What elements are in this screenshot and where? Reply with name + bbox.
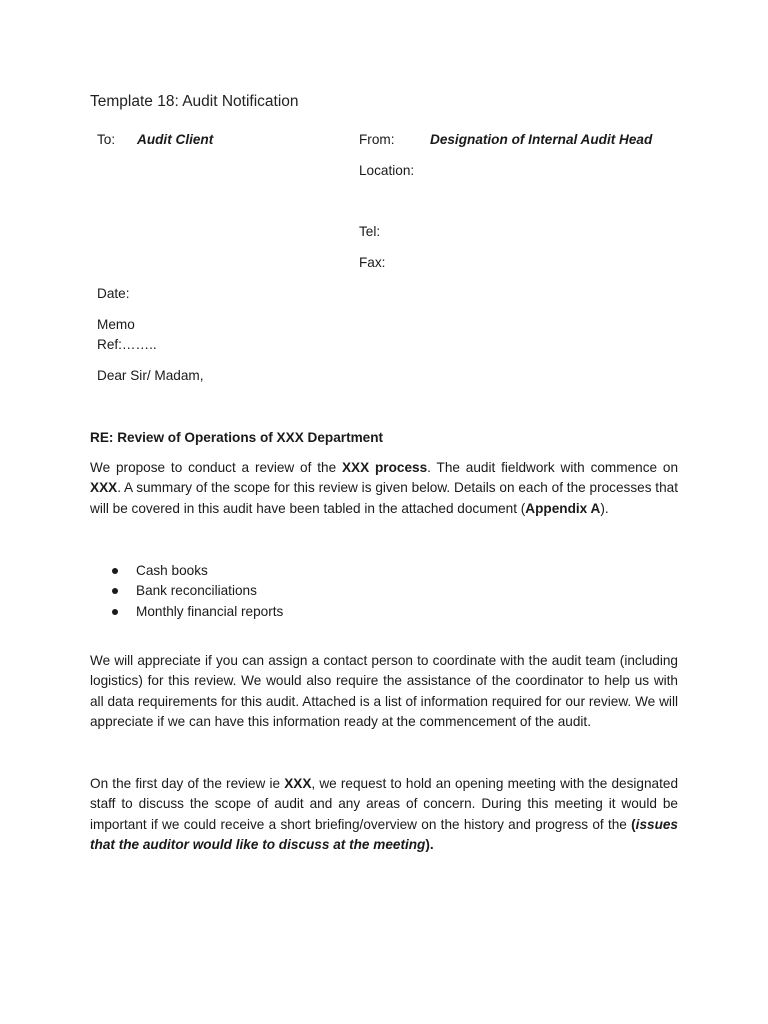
intro-paragraph: We propose to conduct a review of the XXX process. The audit fieldwork with commence on XXX. A summary of the scope for this review is given below. Details on each of the processes that will be covered in this audit have been tabled in the attached document (Appendix A). bbox=[90, 460, 679, 516]
list-item: Cash books bbox=[90, 561, 283, 581]
tel-label: Tel: bbox=[359, 224, 381, 239]
to-label: To: bbox=[97, 132, 116, 147]
location-label: Location: bbox=[359, 163, 415, 178]
scope-list bbox=[90, 561, 283, 622]
bullet-icon bbox=[112, 609, 118, 615]
memo-ref: Ref:…….. bbox=[97, 337, 157, 352]
coordination-paragraph: We will appreciate if you can assign a contact person to coordinate with the audit team (including logistics) for this review. We would also require the assistance of the coordinator to help us with all data requirements for this audit. Attached is a list of information required for our review. We will appreciate if we can have this information ready at the commencement of the audit. bbox=[90, 653, 678, 730]
list-item: Monthly financial reports bbox=[90, 602, 283, 622]
to-value: Audit Client bbox=[137, 132, 214, 147]
opening-meeting-paragraph: On the first day of the review ie XXX, we request to hold an opening meeting with the designated staff to discuss the scope of audit and any areas of concern. During this meeting it would be important if we could receive a short briefing/overview on the history and progress of the (issues that the auditor would like to discuss at the meeting). bbox=[90, 776, 678, 853]
from-label: From: bbox=[359, 132, 395, 147]
date-label: Date: bbox=[97, 286, 130, 301]
subject-heading: RE: Review of Operations of XXX Department bbox=[90, 430, 384, 445]
bullet-icon bbox=[112, 588, 118, 594]
memo-label: Memo bbox=[97, 317, 135, 332]
from-value: Designation of Internal Audit Head bbox=[430, 132, 653, 147]
bullet-icon bbox=[112, 568, 118, 574]
list-item: Bank reconciliations bbox=[90, 581, 283, 601]
fax-label: Fax: bbox=[359, 255, 386, 270]
salutation: Dear Sir/ Madam, bbox=[97, 368, 204, 383]
document-title: Template 18: Audit Notification bbox=[90, 93, 299, 110]
